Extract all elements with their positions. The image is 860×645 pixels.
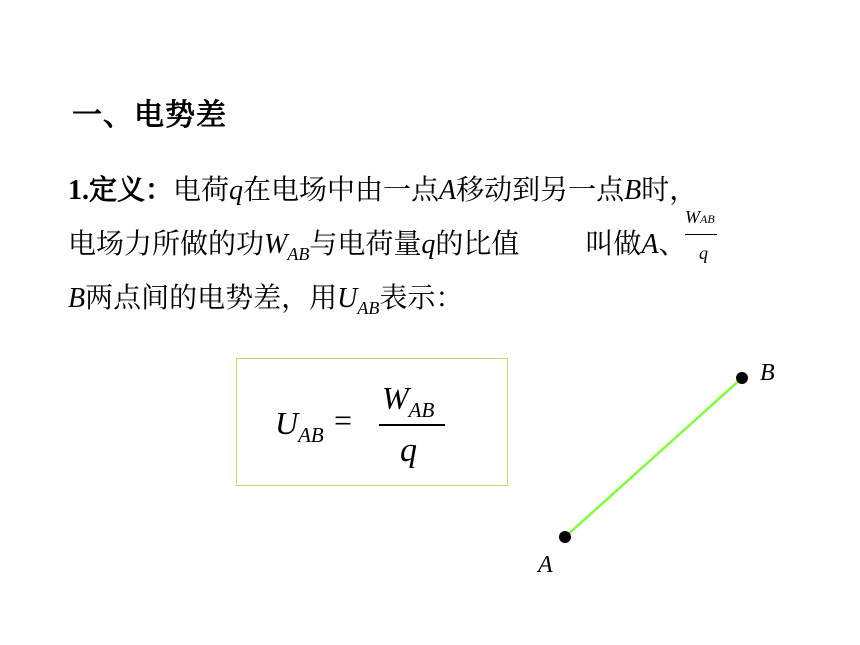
text: 表示： [379, 281, 464, 314]
var-b: B [68, 283, 86, 314]
formula-denominator: q [400, 432, 417, 469]
text: 叫做 [585, 227, 642, 260]
text: 电荷 [173, 173, 230, 206]
text: 与电荷量 [309, 227, 422, 260]
var-u: U [337, 283, 358, 314]
text: 在电场中由一点 [243, 173, 440, 206]
fraction-denominator: q [699, 243, 708, 263]
point-b-label: B [760, 360, 775, 386]
text: 、 [658, 227, 687, 260]
subscript-ab: AB [287, 244, 310, 264]
var-b: B [624, 175, 642, 206]
formula-equals: = [334, 402, 353, 438]
var-a: A [641, 229, 659, 260]
point-b-dot [736, 372, 748, 384]
text: 的比值 [435, 227, 520, 260]
formula-lhs: $U_{AB}$ [275, 405, 324, 447]
section-title: 一、电势差 [72, 98, 227, 133]
point-a-label: A [538, 552, 553, 578]
formula-numerator: $W_{AB}$ [382, 380, 435, 422]
definition-label: 定义： [89, 173, 174, 206]
text: 电场力所做的功 [68, 227, 265, 260]
text: 时， [641, 173, 698, 206]
text: 移动到另一点 [456, 173, 625, 206]
var-q: q [421, 229, 436, 260]
var-a: A [439, 175, 457, 206]
subscript-ab: AB [357, 298, 380, 318]
segment-ab [565, 378, 742, 537]
var-w: W [264, 229, 288, 260]
fraction-numerator: WAB [685, 207, 715, 227]
item-number: 1. [68, 175, 89, 206]
text: 两点间的电势差，用 [85, 281, 338, 314]
var-q: q [229, 175, 244, 206]
point-a-dot [559, 531, 571, 543]
